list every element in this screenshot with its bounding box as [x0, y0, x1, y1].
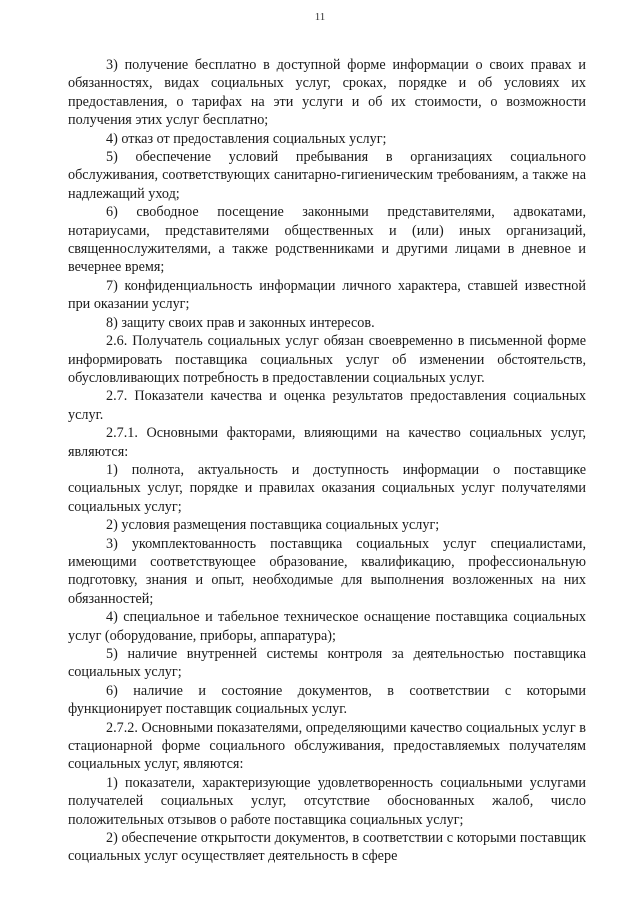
- paragraph-factor-1: 1) полнота, актуальность и доступность информации о поставщике социальных услуг, порядке и правилах оказания социальных услуг получателями социальных услуг;: [68, 461, 586, 515]
- paragraph-right-6: 6) свободное посещение законными представителями, адвокатами, нотариусами, представителями общественных и (или) иных организаций, священнослужителями, а также родственниками и другими лицами в дневное и вечернее время;: [68, 204, 586, 276]
- document-body: [68, 56, 586, 866]
- paragraph-factor-4: 4) специальное и табельное техническое оснащение поставщика социальных услуг (оборудование, приборы, аппаратура);: [68, 609, 586, 644]
- paragraph-factor-6: 6) наличие и состояние документов, в соответствии с которыми функционирует поставщик социальных услуг.: [68, 682, 586, 718]
- paragraph-indicator-1: 1) показатели, характеризующие удовлетворенность социальными услугами получателей социальных услуг, отсутствие обоснованных жалоб, число положительных отзывов о работе поставщика социальных услуг;: [68, 774, 586, 828]
- paragraph-factor-5: 5) наличие внутренней системы контроля за деятельностью поставщика социальных услуг;: [68, 646, 586, 681]
- paragraph-2-6: 2.6. Получатель социальных услуг обязан своевременно в письменной форме информировать поставщика социальных услуг об изменении обстоятельств, обусловливающих потребность в предоставлении социальных услуг.: [68, 333, 586, 386]
- paragraph-right-4: 4) отказ от предоставления социальных услуг;: [106, 130, 387, 147]
- paragraph-right-3: 3) получение бесплатно в доступной форме информации о своих правах и обязанностях, видах социальных услуг, сроках, порядке и об условиях их предоставления, о тарифах на эти услуги и об их стоимости, о возможности получения этих услуг бесплатно;: [68, 57, 586, 129]
- paragraph-right-5: 5) обеспечение условий пребывания в организациях социального обслуживания, соответствующих санитарно-гигиеническим требованиям, а также на надлежащий уход;: [68, 149, 586, 202]
- paragraph-right-7: 7) конфиденциальность информации личного характера, ставшей известной при оказании услуг;: [68, 277, 586, 313]
- paragraph-2-7: 2.7. Показатели качества и оценка результатов предоставления социальных услуг.: [68, 388, 586, 423]
- paragraph-factor-3: 3) укомплектованность поставщика социальных услуг специалистами, имеющими соответствующее образование, квалификацию, профессиональную подготовку, знания и опыт, необходимые для выполнения возложенных на них обязанностей;: [68, 535, 586, 607]
- paragraph-right-8: 8) защиту своих прав и законных интересов.: [106, 314, 375, 331]
- paragraph-indicator-2: 2) обеспечение открытости документов, в соответствии с которыми поставщик социальных услуг осуществляет деятельность в сфере: [68, 830, 586, 865]
- paragraph-factor-2: 2) условия размещения поставщика социальных услуг;: [106, 517, 440, 534]
- paragraph-2-7-2: 2.7.2. Основными показателями, определяющими качество социальных услуг в стационарной форме социального обслуживания, предоставляемых получателям социальных услуг, являются:: [68, 719, 586, 773]
- page-number: 11: [314, 11, 326, 23]
- paragraph-2-7-1: 2.7.1. Основными факторами, влияющими на качество социальных услуг, являются:: [68, 425, 586, 460]
